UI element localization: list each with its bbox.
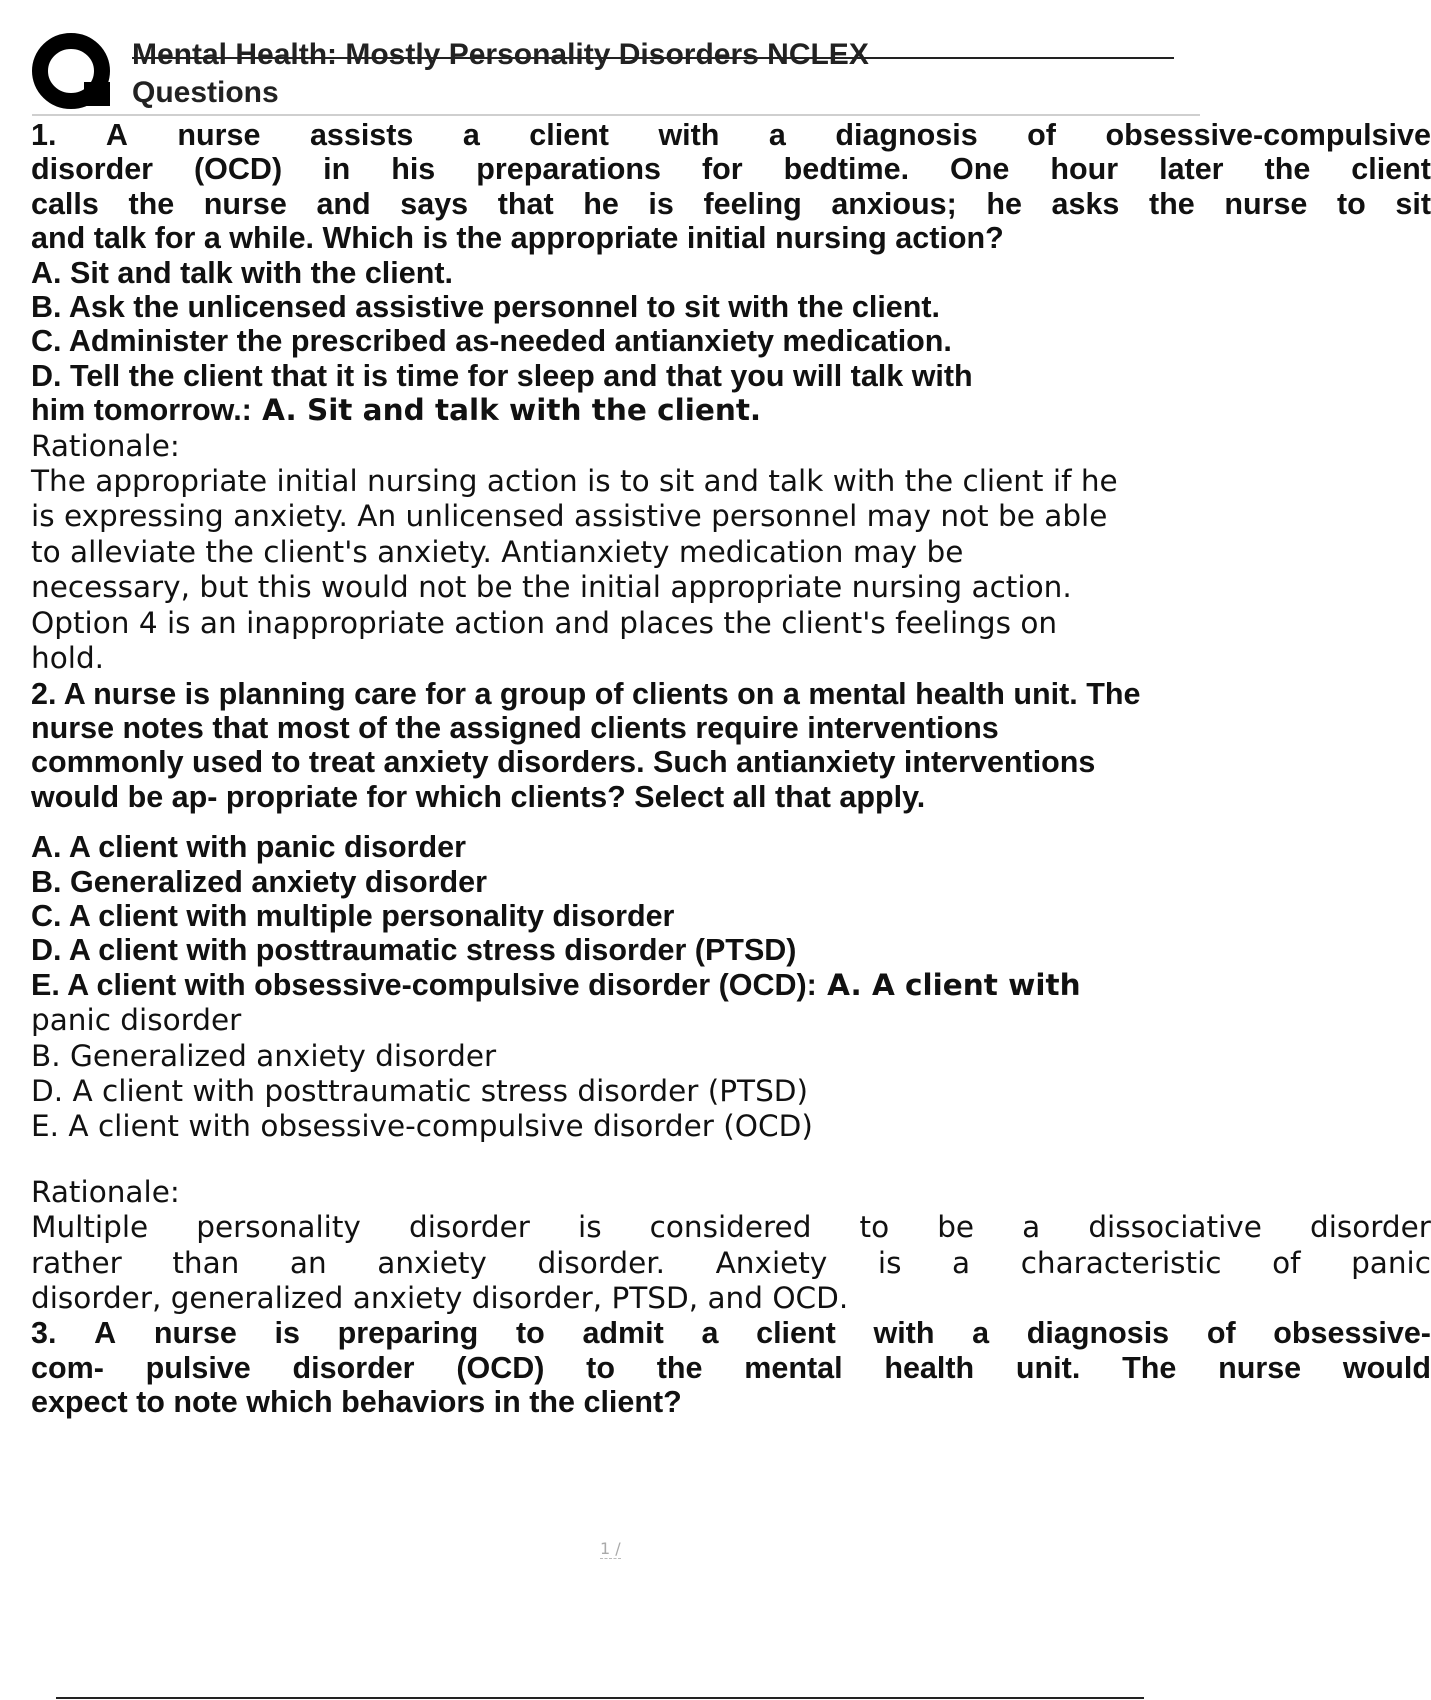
q1-option-c: C. Administer the prescribed as-needed antianxiety medication. [31,324,952,359]
word: rather [31,1245,122,1280]
q2-stem-line: nurse notes that most of the assigned clients require interventions [31,710,999,745]
word: com- [31,1350,104,1385]
document-header [32,30,1200,116]
word: asks [1051,186,1120,221]
word: he [986,186,1022,221]
word: anxious; [831,186,957,221]
q1-option-a: A. Sit and talk with the client. [31,255,453,290]
word: calls [31,186,99,221]
q2-answer-line: panic disorder [31,1003,242,1038]
q2-answer-start: A. A client with [816,967,1081,1002]
word: to [586,1350,615,1385]
q2-rationale-label: Rationale: [31,1174,180,1209]
word: for [701,152,743,187]
word: and [316,186,371,221]
word: to [859,1210,890,1245]
word: A [94,1316,117,1351]
word: the [656,1350,703,1385]
q2-stem [31,677,1200,815]
word: is [877,1245,902,1280]
word: mental [744,1350,843,1385]
q2-option-c: C. A client with multiple personality disorder [31,898,675,933]
q-logo-icon [32,32,112,110]
q1-option-b: B. Ask the unlicensed assistive personnel to sit with the client. [31,290,941,325]
q3-stem-line-2 [31,1351,1431,1385]
word: personality [196,1210,361,1245]
word: disorder [408,1210,530,1245]
q1-rationale-line: The appropriate initial nursing action is to sit and talk with the client if he [31,464,1118,499]
q1-rationale-line: is expressing anxiety. An unlicensed assistive personnel may not be able [31,499,1108,534]
document-body [31,118,1431,1518]
word: the [1149,186,1195,221]
q2-rationale-line-1 [31,1210,1431,1245]
word: with [873,1316,935,1351]
q1-option-d-answer [31,393,1200,428]
q1-answer: A. Sit and talk with the client. [251,393,762,428]
q2-answer-line: D. A client with posttraumatic stress disorder (PTSD) [31,1073,809,1108]
q1-stem-line-3 [31,187,1431,221]
word: The [1122,1350,1177,1385]
word: a [462,118,480,152]
word: diagnosis [1026,1316,1170,1351]
word: a [701,1316,719,1351]
q1-rationale-line: hold. [31,641,105,676]
word: dissociative [1088,1210,1262,1245]
word: is [648,186,674,221]
q2-stem-line: would be ap- propriate for which clients? Select all that apply. [31,779,926,814]
q2-rationale-line-2 [31,1246,1431,1281]
word: is [578,1210,602,1245]
q2-option-a: A. A client with panic disorder [31,830,466,865]
word: a [1022,1210,1041,1245]
q2-answers [31,1003,1200,1145]
word: obsessive-compulsive [1105,118,1431,152]
q1-rationale-line: to alleviate the client's anxiety. Antianxiety medication may be [31,534,964,569]
word: feeling [703,186,802,221]
word: 3. [31,1316,57,1351]
word: a [972,1316,990,1351]
word: client [529,118,609,152]
word: A [105,118,128,152]
word: nurse [1218,1350,1302,1385]
word: that [497,186,554,221]
q2-answer-line: B. Generalized anxiety disorder [31,1038,497,1073]
word: with [658,118,720,152]
q1-rationale-label: Rationale: [31,428,180,463]
word: nurse [177,118,261,152]
word: his [391,152,436,187]
word: says [400,186,469,221]
word: disorder [31,152,154,187]
word: the [1264,152,1311,187]
q1-stem-line-4: and talk for a while. Which is the appropriate initial nursing action? [31,221,1004,256]
q1-rationale [31,464,1200,676]
word: preparations [476,152,661,187]
page-number: 1 / [600,1539,621,1558]
q1-stem-line-2 [31,152,1431,186]
word: panic [1351,1245,1431,1280]
word: sit [1395,186,1431,221]
word: (OCD) [456,1350,545,1385]
q3-stem-line-3: expect to note which behaviors in the client? [31,1385,682,1420]
word: admit [582,1316,664,1351]
word: an [289,1245,327,1280]
word: preparing [337,1316,479,1351]
word: than [172,1245,240,1280]
title-line-2: Questions [132,76,279,109]
document-title [132,36,1032,112]
word: hour [1050,152,1119,187]
q2-option-d: D. A client with posttraumatic stress disorder (PTSD) [31,933,797,968]
word: pulsive [145,1350,251,1385]
q2-rationale-line-3: disorder, generalized anxiety disorder, PTSD, and OCD. [31,1281,849,1315]
q2-stem-line: 2. A nurse is planning care for a group of clients on a mental health unit. The [31,676,1141,711]
word: diagnosis [835,118,978,152]
spacer [31,814,1200,830]
word: disorder [1309,1210,1431,1245]
word: a [768,118,786,152]
word: 1. [31,118,57,152]
word: in [323,152,351,187]
word: considered [649,1210,812,1245]
word: client [1351,152,1431,187]
q2-option-e: E. A client with obsessive-compulsive disorder (OCD): [31,967,817,1002]
word: the [128,186,175,221]
word: bedtime. [783,152,910,187]
spacer [31,1145,1200,1175]
q3-stem-line-1 [31,1316,1431,1350]
word: Multiple [31,1210,149,1245]
q1-stem-line-1 [31,118,1431,152]
word: of [1272,1245,1301,1280]
word: One [950,152,1010,187]
word: nurse [1224,186,1308,221]
word: Anxiety [715,1245,828,1280]
q2-answer-line: E. A client with obsessive-compulsive disorder (OCD) [31,1109,813,1144]
footer-divider [56,1697,1144,1699]
word: would [1342,1350,1431,1385]
q1-option-d: D. Tell the client that it is time for sleep and that you will talk with [31,358,973,393]
header-divider [32,114,1200,116]
word: later [1159,152,1224,187]
q1-option-d-end: him tomorrow.: [31,393,252,428]
word: characteristic [1020,1245,1222,1280]
word: assists [309,118,414,152]
word: nurse [153,1316,237,1351]
word: to [516,1316,545,1351]
word: a [952,1245,971,1280]
word: disorder. [537,1245,666,1280]
q1-rationale-line: Option 4 is an inappropriate action and places the client's feelings on [31,605,1058,640]
word: anxiety [377,1245,487,1280]
word: to [1337,186,1366,221]
word: health [884,1350,975,1385]
word: of [1027,118,1056,152]
q1-rationale-line: necessary, but this would not be the initial appropriate nursing action. [31,570,1072,605]
word: nurse [203,186,287,221]
word: (OCD) [194,152,283,187]
word: of [1206,1316,1236,1351]
word: unit. [1015,1350,1081,1385]
q2-stem-line: commonly used to treat anxiety disorders. Such antianxiety interventions [31,745,1096,780]
q2-option-e-answer [31,968,1200,1003]
word: client [756,1316,836,1351]
title-line-1: Mental Health: Mostly Personality Disorders NCLEX [132,38,869,71]
word: is [274,1316,300,1351]
word: he [583,186,619,221]
word: obsessive- [1273,1316,1431,1351]
word: disorder [292,1350,415,1385]
q2-option-b: B. Generalized anxiety disorder [31,864,487,899]
word: be [937,1210,975,1245]
